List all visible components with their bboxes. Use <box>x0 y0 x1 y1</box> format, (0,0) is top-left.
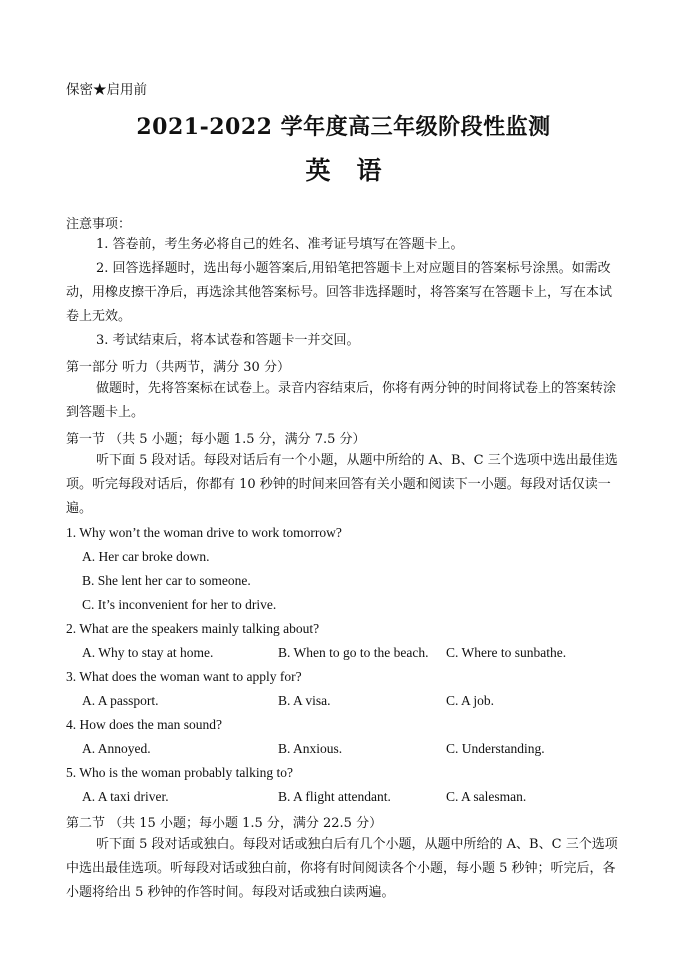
question-5: 5. Who is the woman probably talking to? <box>66 765 293 780</box>
note-item-2: 2. 回答选择题时，选出每小题答案后,用铅笔把答题卡上对应题目的答案标号涂黑。如需改动，用橡皮擦干净后，再选涂其他答案标号。回答非选择题时，将答案写在答题卡上，写在本试卷上无效。 <box>66 261 613 324</box>
section2-instructions: 听下面 5 段对话或独白。每段对话或独白后有几个小题，从题中所给的 A、B、C 三个选项中选出最佳选项。听每段对话或独白前，你将有时间阅读各个小题，每小题 5 秒钟；听完后，各小题将给出 5 秒钟的作答时间。每段对话或独白读两遍。 <box>66 837 618 900</box>
q2-option-a: A. Why to stay at home. <box>82 645 214 660</box>
q5-option-c: C. A salesman. <box>446 789 527 804</box>
q2-option-b: B. When to go to the beach. <box>278 645 429 660</box>
section1-instructions: 听下面 5 段对话。每段对话后有一个小题，从题中所给的 A、B、C 三个选项中选出最佳选项。听完每段对话后，你都有 10 秒钟的时间来回答有关小题和阅读下一小题。每段对话仅读一遍。 <box>66 453 618 516</box>
confidential-label: 保密★启用前 <box>66 82 147 98</box>
q4-option-c: C. Understanding. <box>446 741 545 756</box>
question-4: 4. How does the man sound? <box>66 717 222 732</box>
exam-title: 2021-2022 学年度高三年级阶段性监测 <box>136 114 551 140</box>
q3-option-c: C. A job. <box>446 693 495 708</box>
part1-instructions: 做题时，先将答案标在试卷上。录音内容结束后，你将有两分钟的时间将试卷上的答案转涂到答题卡上。 <box>66 381 617 420</box>
notes-heading: 注意事项： <box>66 217 132 232</box>
q1-option-a: A. Her car broke down. <box>82 549 210 564</box>
section2-heading: 第二节 （共 15 小题；每小题 1.5 分，满分 22.5 分） <box>66 816 383 831</box>
section1-heading: 第一节 （共 5 小题；每小题 1.5 分，满分 7.5 分） <box>66 432 366 447</box>
note-item-1: 1. 答卷前，考生务必将自己的姓名、准考证号填写在答题卡上。 <box>96 237 464 252</box>
subject-title: 英语 <box>305 156 408 185</box>
note-item-3: 3. 考试结束后，将本试卷和答题卡一并交回。 <box>96 333 360 348</box>
q3-option-b: B. A visa. <box>278 693 331 708</box>
part1-heading: 第一部分 听力（共两节，满分 30 分） <box>66 360 290 375</box>
q1-option-c: C. It’s inconvenient for her to drive. <box>82 597 277 612</box>
q4-option-a: A. Annoyed. <box>82 741 151 756</box>
q3-option-a: A. A passport. <box>82 693 159 708</box>
question-1: 1. Why won’t the woman drive to work tomorrow? <box>66 525 342 540</box>
question-3: 3. What does the woman want to apply for? <box>66 669 302 684</box>
q5-option-b: B. A flight attendant. <box>278 789 391 804</box>
q4-option-b: B. Anxious. <box>278 741 343 756</box>
q5-option-a: A. A taxi driver. <box>82 789 169 804</box>
question-2: 2. What are the speakers mainly talking about? <box>66 621 320 636</box>
q1-option-b: B. She lent her car to someone. <box>82 573 251 588</box>
q2-option-c: C. Where to sunbathe. <box>446 645 567 660</box>
